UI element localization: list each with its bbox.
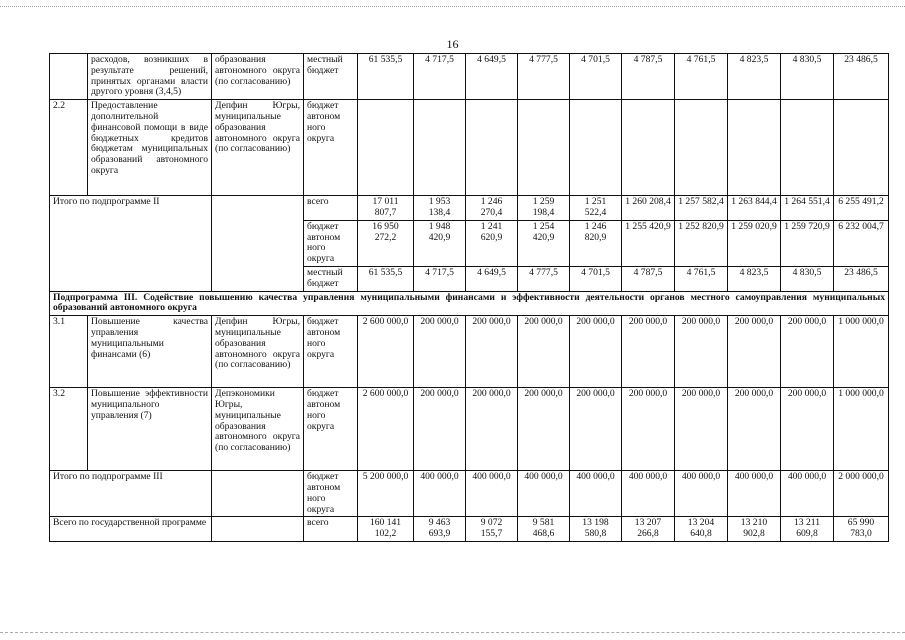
- amount-cell: 200 000,0: [466, 316, 518, 388]
- amount-cell: 4 701,5: [570, 266, 622, 291]
- funding-source: бюджет автоном ного округа: [304, 100, 358, 196]
- executor-cell: образования автономного округа (по согласованию): [212, 54, 304, 100]
- amount-cell: 1 264 551,4: [781, 196, 834, 221]
- amount-cell: 1 259 020,9: [728, 220, 781, 266]
- amount-cell: 4 777,5: [518, 266, 570, 291]
- amount-cell: 4 787,5: [622, 54, 675, 100]
- measure-description: Повышение эффективности муниципального управления (7): [88, 388, 212, 471]
- amount-cell: 400 000,0: [781, 471, 834, 517]
- funding-source: бюджет автоном ного округа: [304, 471, 358, 517]
- funding-source: бюджет автоном ного округа: [304, 388, 358, 471]
- amount-cell: 1 246 270,4: [466, 196, 518, 221]
- amount-cell: 61 535,5: [358, 266, 414, 291]
- amount-cell: [414, 100, 466, 196]
- row-number-cell: 3.1: [50, 316, 88, 388]
- amount-cell: 1 257 582,4: [675, 196, 728, 221]
- amount-cell: 200 000,0: [675, 388, 728, 471]
- amount-cell: 200 000,0: [518, 388, 570, 471]
- amount-cell: 400 000,0: [414, 471, 466, 517]
- program-funding-table: [49, 53, 889, 542]
- amount-cell: 9 581 468,6: [518, 517, 570, 542]
- amount-cell: 1 000 000,0: [834, 388, 889, 471]
- funding-source: местный бюджет: [304, 266, 358, 291]
- amount-cell: 4 761,5: [675, 54, 728, 100]
- amount-cell: 23 486,5: [834, 266, 889, 291]
- amount-cell: 2 600 000,0: [358, 316, 414, 388]
- amount-cell: 1 000 000,0: [834, 316, 889, 388]
- funding-source: местный бюджет: [304, 54, 358, 100]
- amount-cell: 4 830,5: [781, 266, 834, 291]
- amount-cell: [358, 100, 414, 196]
- amount-cell: 9 072 155,7: [466, 517, 518, 542]
- amount-cell: 13 207 266,8: [622, 517, 675, 542]
- amount-cell: 1 953 138,4: [414, 196, 466, 221]
- amount-cell: 4 649,5: [466, 54, 518, 100]
- amount-cell: 13 210 902,8: [728, 517, 781, 542]
- amount-cell: 200 000,0: [622, 316, 675, 388]
- amount-cell: 5 200 000,0: [358, 471, 414, 517]
- funding-source: всего: [304, 517, 358, 542]
- table-row: [50, 517, 889, 542]
- executor-cell: [212, 517, 304, 542]
- scan-edge-bottom: [0, 632, 905, 633]
- amount-cell: 400 000,0: [622, 471, 675, 517]
- amount-cell: 400 000,0: [675, 471, 728, 517]
- amount-cell: [781, 100, 834, 196]
- executor-cell: Депэкономики Югры, муниципальные образования автономного округа (по согласованию): [212, 388, 304, 471]
- amount-cell: 6 232 004,7: [834, 220, 889, 266]
- funding-source: бюджет автоном ного округа: [304, 220, 358, 266]
- amount-cell: 13 198 580,8: [570, 517, 622, 542]
- executor-cell: Депфин Югры, муниципальные образования автономного округа (по согласованию): [212, 100, 304, 196]
- amount-cell: 1 251 522,4: [570, 196, 622, 221]
- table-row: [50, 471, 889, 517]
- amount-cell: 1 246 820,9: [570, 220, 622, 266]
- amount-cell: 2 000 000,0: [834, 471, 889, 517]
- amount-cell: 65 990 783,0: [834, 517, 889, 542]
- measure-description: Повышение качества управления муниципальными финансами (6): [88, 316, 212, 388]
- amount-cell: 1 259 198,4: [518, 196, 570, 221]
- amount-cell: 1 260 208,4: [622, 196, 675, 221]
- table-row: [50, 316, 889, 388]
- scan-edge-top: [0, 6, 905, 7]
- amount-cell: 200 000,0: [622, 388, 675, 471]
- table-row: [50, 196, 889, 221]
- executor-cell: [212, 196, 304, 291]
- amount-cell: 400 000,0: [518, 471, 570, 517]
- measure-description: Предоставление дополнительной финансовой помощи в виде бюджетных кредитов бюджетам муниципальных образований автономного округа: [88, 100, 212, 196]
- amount-cell: 400 000,0: [570, 471, 622, 517]
- amount-cell: 1 252 820,9: [675, 220, 728, 266]
- amount-cell: 1 254 420,9: [518, 220, 570, 266]
- amount-cell: 13 211 609,8: [781, 517, 834, 542]
- amount-cell: [834, 100, 889, 196]
- amount-cell: 160 141 102,2: [358, 517, 414, 542]
- amount-cell: 4 649,5: [466, 266, 518, 291]
- row-number-cell: [50, 54, 88, 100]
- amount-cell: [728, 100, 781, 196]
- amount-cell: [466, 100, 518, 196]
- amount-cell: [570, 100, 622, 196]
- amount-cell: 17 011 807,7: [358, 196, 414, 221]
- row-number-cell: 3.2: [50, 388, 88, 471]
- measure-description: расходов, возникших в результате решений, принятых органами власти другого уровня (3,4,5): [88, 54, 212, 100]
- table-row: [50, 388, 889, 471]
- amount-cell: 4 787,5: [622, 266, 675, 291]
- amount-cell: 23 486,5: [834, 54, 889, 100]
- amount-cell: 200 000,0: [466, 388, 518, 471]
- table-row: [50, 54, 889, 100]
- amount-cell: 16 950 272,2: [358, 220, 414, 266]
- amount-cell: 200 000,0: [518, 316, 570, 388]
- amount-cell: [622, 100, 675, 196]
- amount-cell: 1 263 844,4: [728, 196, 781, 221]
- amount-cell: 200 000,0: [570, 388, 622, 471]
- amount-cell: 4 830,5: [781, 54, 834, 100]
- amount-cell: 61 535,5: [358, 54, 414, 100]
- amount-cell: 200 000,0: [675, 316, 728, 388]
- executor-cell: Депфин Югры, муниципальные образования автономного округа (по согласованию): [212, 316, 304, 388]
- amount-cell: 6 255 491,2: [834, 196, 889, 221]
- table-row: [50, 100, 889, 196]
- amount-cell: 200 000,0: [781, 316, 834, 388]
- amount-cell: 1 255 420,9: [622, 220, 675, 266]
- executor-cell: [212, 471, 304, 517]
- amount-cell: [518, 100, 570, 196]
- amount-cell: 200 000,0: [781, 388, 834, 471]
- amount-cell: 4 823,5: [728, 54, 781, 100]
- amount-cell: 2 600 000,0: [358, 388, 414, 471]
- amount-cell: 200 000,0: [728, 316, 781, 388]
- amount-cell: 13 204 640,8: [675, 517, 728, 542]
- amount-cell: 4 717,5: [414, 54, 466, 100]
- amount-cell: 1 241 620,9: [466, 220, 518, 266]
- amount-cell: 200 000,0: [570, 316, 622, 388]
- amount-cell: 4 701,5: [570, 54, 622, 100]
- amount-cell: 4 777,5: [518, 54, 570, 100]
- amount-cell: 200 000,0: [414, 388, 466, 471]
- amount-cell: 4 823,5: [728, 266, 781, 291]
- page-number: 16: [446, 37, 459, 51]
- amount-cell: 1 259 720,9: [781, 220, 834, 266]
- amount-cell: [675, 100, 728, 196]
- subtotal-label: Итого по подпрограмме II: [50, 196, 212, 291]
- subprogram-header-row: [50, 291, 889, 316]
- amount-cell: 9 463 693,9: [414, 517, 466, 542]
- amount-cell: 4 717,5: [414, 266, 466, 291]
- row-number-cell: 2.2: [50, 100, 88, 196]
- grand-total-label: Всего по государственной программе: [50, 517, 212, 542]
- subprogram-title: Подпрограмма III. Содействие повышению качества управления муниципальными финансами и эффективности деятельности органов местного самоуправления муниципальных образований автономного округа: [50, 291, 889, 316]
- amount-cell: 200 000,0: [414, 316, 466, 388]
- amount-cell: 400 000,0: [728, 471, 781, 517]
- subtotal-label: Итого по подпрограмме III: [50, 471, 212, 517]
- funding-source: всего: [304, 196, 358, 221]
- funding-source: бюджет автоном ного округа: [304, 316, 358, 388]
- amount-cell: 1 948 420,9: [414, 220, 466, 266]
- amount-cell: 4 761,5: [675, 266, 728, 291]
- amount-cell: 200 000,0: [728, 388, 781, 471]
- amount-cell: 400 000,0: [466, 471, 518, 517]
